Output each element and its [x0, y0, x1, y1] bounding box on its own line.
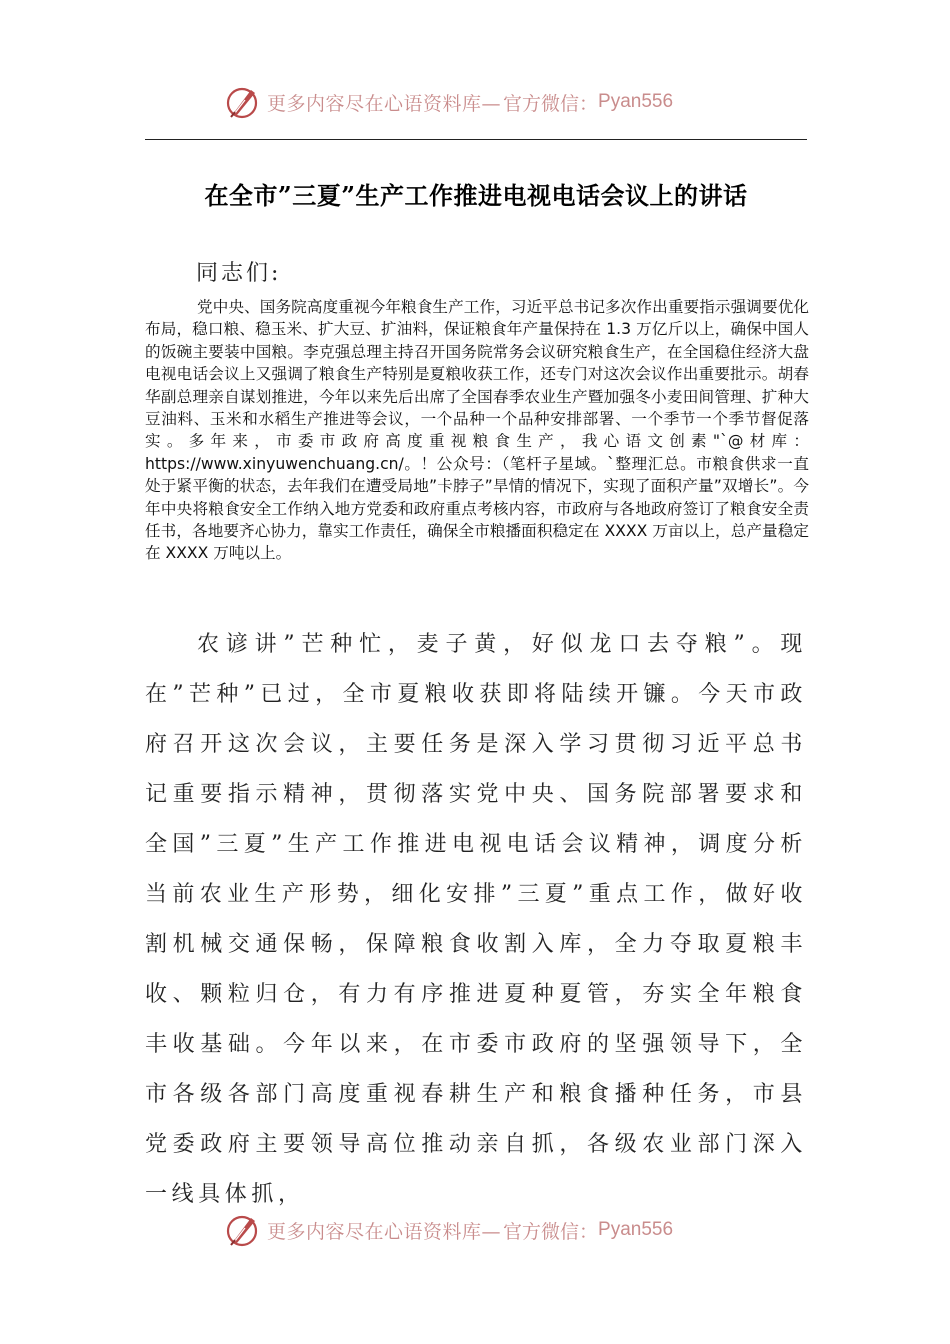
footer-wechat-id: Pyan556 [598, 1219, 674, 1240]
footer-slogan: 更多内容尽在心语资料库— [267, 1220, 502, 1243]
body-paragraph-2: 农谚讲”芒种忙，麦子黄，好似龙口去夺粮”。现在”芒种”已过，全市夏粮收获即将陆续开镰。今天市政府召开这次会议，主要任务是深入学习贯彻习近平总书记重要指示精神，贯彻落实党中央、国务院部署要求和全国”三夏”生产工作推进电视电话会议精神，调度分析当前农业生产形势，细化安排”三夏”重点工作，做好收割机械交通保畅，保障粮食收割入库，全力夺取夏粮丰收、颗粒归仓，有力有序推进夏种夏管，夯实全年粮食丰收基础。今年以来，在市委市政府的坚强领导下，全市各级各部门高度重视春耕生产和粮食播种任务，市县党委政府主要领导高位推动亲自抓，各级农业部门深入一线具体抓， [145, 632, 807, 1207]
footer-banner [225, 1210, 745, 1250]
salutation: 同志们: [196, 261, 282, 286]
quill-pen-logo-icon [225, 84, 261, 120]
body-paragraph-1: 党中央、国务院高度重视今年粮食生产工作，习近平总书记多次作出重要指示强调要优化布局，稳口粮、稳玉米、扩大豆、扩油料，保证粮食年产量保持在 1.3 万亿斤以上，确保中国人的饭碗主要装中国粮。李克强总理主持召开国务院常务会议研究粮食生产，在全国稳住经济大盘电视电话会议上又强调了粮食生产特别是夏粮收获工作，还专门对这次会议作出重要批示。胡春华副总理亲自谋划推进，今年以来先后出席了全国春季农业生产暨加强冬小麦田间管理、扩种大豆油料、玉米和水稻生产推进等会议，一个品种一个品种安排部署、一个季节一个季节督促落实。多年来，市委市政府高度重视粮食生产，我心语文创素"`@材库：https://www.xinyuwenchuang.cn/。！公众号：（笔杆子星域。`整理汇总。市粮食供求一直处于紧平衡的状态，去年我们在遭受局地”卡脖子”旱情的情况下，实现了面积产量”双增长”。今年中央将粮食安全工作纳入地方党委和政府重点考核内容，市政府与各地政府签订了粮食安全责任书，各地要齐心协力，靠实工作责任，确保全市粮播面积稳定在 XXXX 万亩以上，总产量稳定在 XXXX 万吨以上。 [145, 298, 809, 563]
banner-slogan: 更多内容尽在心语资料库— [267, 92, 502, 115]
document-title: 在全市”三夏”生产工作推进电视电话会议上的讲话 [204, 181, 748, 210]
quill-pen-logo-icon [225, 1212, 261, 1248]
banner-wechat-id: Pyan556 [598, 91, 674, 112]
header-divider [145, 139, 807, 140]
banner-wechat-label: 官方微信： [503, 92, 599, 115]
header-banner [225, 82, 745, 122]
footer-wechat-label: 官方微信： [503, 1220, 599, 1243]
